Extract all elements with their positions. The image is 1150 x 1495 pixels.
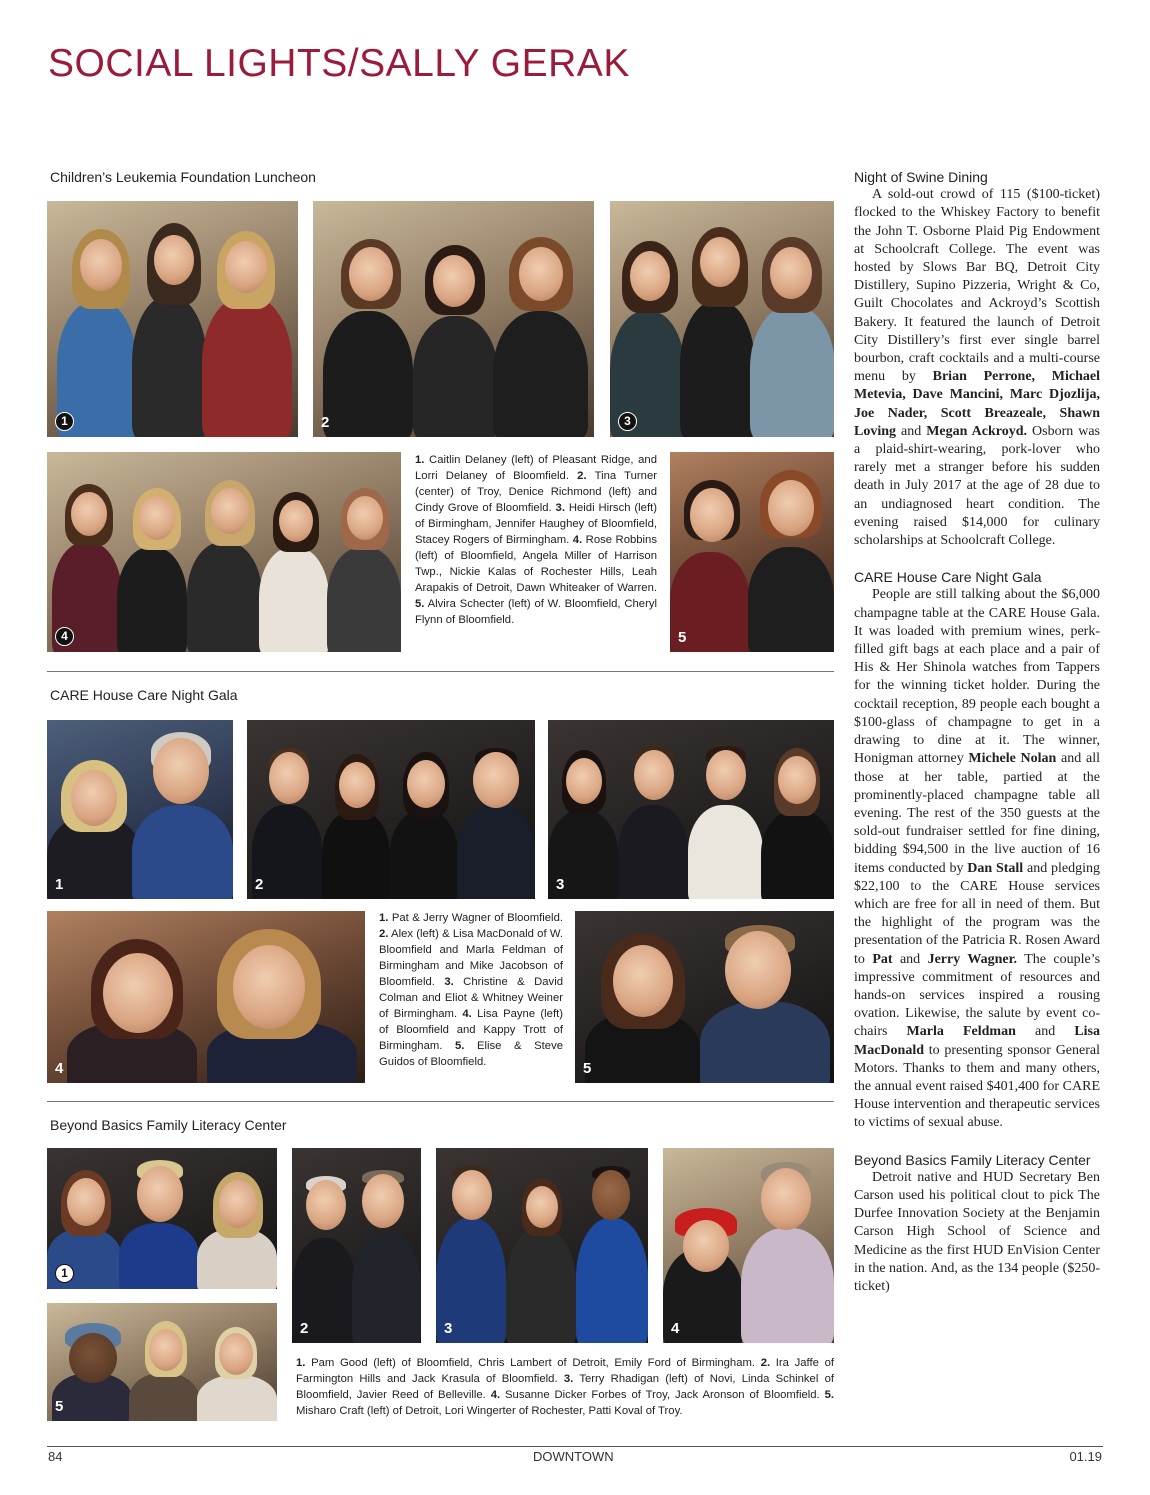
photo-number: 1 — [55, 412, 74, 431]
photo-care-1 — [47, 720, 233, 899]
photo-leukemia-1 — [47, 201, 298, 437]
photo-beyond-2 — [292, 1148, 421, 1343]
section-divider — [47, 671, 834, 672]
photo-number: 2 — [300, 1320, 309, 1337]
photo-care-3 — [548, 720, 834, 899]
section-divider — [47, 1101, 834, 1102]
article-column — [854, 168, 1100, 1296]
section-heading-leukemia: Children’s Leukemia Foundation Luncheon — [50, 169, 316, 185]
photo-number: 2 — [321, 414, 330, 431]
photo-leukemia-5 — [670, 452, 834, 652]
photo-number: 3 — [444, 1320, 453, 1337]
caption-care-house: 1. Pat & Jerry Wagner of Bloomfield. 2. Alex (left) & Lisa MacDonald of W. Bloomfield and Marla Feldman of Birmingham and Mike Jacobson of Bloomfield. 3. Christine & David Colman and Eliot & Whitney Weiner of Birmingham. 4. Lisa Payne (left) of Bloomfield and Kappy Trott of Birmingham. 5. Elise & Steve Guidos of Bloomfield. — [379, 912, 564, 1068]
story-heading: Night of Swine Dining — [854, 169, 988, 185]
issue-date: 01.19 — [1069, 1449, 1102, 1464]
story-body: Detroit native and HUD Secretary Ben Carson used his political clout to pick The Durfee Innovation Society at the Benjamin Carson High School of Science and Medicine as the first HUD EnVision Center in the nation. And, as the 134 people ($250-ticket) — [854, 1169, 1100, 1294]
photo-leukemia-3 — [610, 201, 834, 437]
photo-leukemia-4 — [47, 452, 401, 652]
photo-beyond-3 — [436, 1148, 648, 1343]
photo-care-2 — [247, 720, 535, 899]
photo-number: 4 — [55, 1060, 64, 1077]
section-heading-beyond-basics: Beyond Basics Family Literacy Center — [50, 1117, 287, 1133]
story-heading: Beyond Basics Family Literacy Center — [854, 1151, 1091, 1168]
photo-number: 5 — [678, 629, 687, 646]
photo-leukemia-2 — [313, 201, 594, 437]
photo-beyond-4 — [663, 1148, 834, 1343]
story-body: People are still talking about the $6,000 champagne table at the CARE House Gala. It was loaded with premium wines, perk-filled gift bags at each place and a pair of His & Her Shinola watches from Tappers for the winning ticket holder. During the cocktail reception, 89 people each bought a $100-glass of champagne to get in a drawing to dine at it. The winner, Honigman attorney Michele Nolan and all those at her table, partied at the prominently-placed champagne table all evening. The rest of the 350 guests at the sold-out fundraiser settled for fine dining, bidding $94,500 in the live auction of 16 items conducted by Dan Stall and pledging $22,100 to the CARE House services which are free for all in need of them. But the highlight of the program was the presentation of the Patricia R. Rosen Award to Pat and Jerry Wagner. The couple’s impressive commitment of resources and hands-on services inspired a rousing ovation. Likewise, the salute by event co-chairs Marla Feldman and Lisa MacDonald to presenting sponsor General Motors. Thanks to them and many others, the annual event raised $401,400 for CARE House intervention and therapeutic services to victims of sexual abuse. — [854, 587, 1101, 1131]
section-heading-care-house: CARE House Care Night Gala — [50, 687, 238, 703]
photo-beyond-5 — [47, 1303, 277, 1421]
photo-beyond-1 — [47, 1148, 277, 1289]
photo-number: 5 — [583, 1060, 592, 1077]
caption-beyond-basics: 1. Pam Good (left) of Bloomfield, Chris Lambert of Detroit, Emily Ford of Birmingham. 2. Ira Jaffe of Farmington Hills and Jack Krasula of Bloomfield. 3. Terry Rhadigan (left) of Novi, Linda Schinkel of Bloomfield, Javier Reed of Belleville. 4. Susanne Dicker Forbes of Troy, Jack Aronson of Bloomfield. 5. Misharo Craft (left) of Detroit, Lori Wingerter of Rochester, Patti Koval of Troy. — [296, 1357, 834, 1417]
caption-leukemia: 1. Caitlin Delaney (left) of Pleasant Ridge, and Lorri Delaney of Bloomfield. 2. Tina Turner (center) of Troy, Denice Richmond (left) and Cindy Grove of Bloomfield. 3. Heidi Hirsch (left) of Birmingham, Jennifer Haughey of Bloomfield, Stacey Rogers of Birmingham. 4. Rose Robbins (left) of Bloomfield, Angela Miller of Harrison Twp., Nickie Kalas of Rochester Hills, Leah Arapakis of Detroit, Dawn Whiteaker of Warren. 5. Alvira Schecter (left) of W. Bloomfield, Cheryl Flynn of Bloomfield. — [415, 454, 658, 626]
photo-care-5 — [575, 911, 834, 1083]
photo-number: 1 — [55, 1264, 74, 1283]
photo-number: 4 — [671, 1320, 680, 1337]
magazine-name: DOWNTOWN — [533, 1449, 614, 1464]
story-heading: CARE House Care Night Gala — [854, 569, 1042, 586]
footer-rule — [47, 1446, 1103, 1447]
photo-number: 2 — [255, 876, 264, 893]
photo-number: 4 — [55, 627, 74, 646]
photo-number: 3 — [618, 412, 637, 431]
page-number: 84 — [48, 1449, 63, 1464]
story-body: A sold-out crowd of 115 ($100-ticket) flocked to the Whiskey Factory to benefit the John T. Osborne Plaid Pig Endowment at Schoolcraft College. The event was hosted by Slows Bar BQ, Detroit City Distillery, Supino Pizzeria, Wright & Co, Guilt Chocolates and Ackroyd’s Scottish Bakery. It featured the launch of Detroit City Distillery’s first ever single barrel bourbon, craft cocktails and a multi-course menu by Brian Perrone, Michael Metevia, Dave Mancini, Marc Djozlija, Joe Nader, Scott Breazeale, Shawn Loving and Megan Ackroyd. Osborn was a plaid-shirt-wearing, pork-lover who rarely met a stranger before his sudden death in July 2017 at the age of 28 due to an undiagnosed heart condition. The evening raised $14,000 for culinary scholarships at Schoolcraft College. — [854, 187, 1101, 549]
page-title: SOCIAL LIGHTS/SALLY GERAK — [48, 42, 630, 85]
photo-care-4 — [47, 911, 365, 1083]
photo-number: 5 — [55, 1398, 64, 1415]
photo-number: 1 — [55, 876, 64, 893]
photo-number: 3 — [556, 876, 565, 893]
